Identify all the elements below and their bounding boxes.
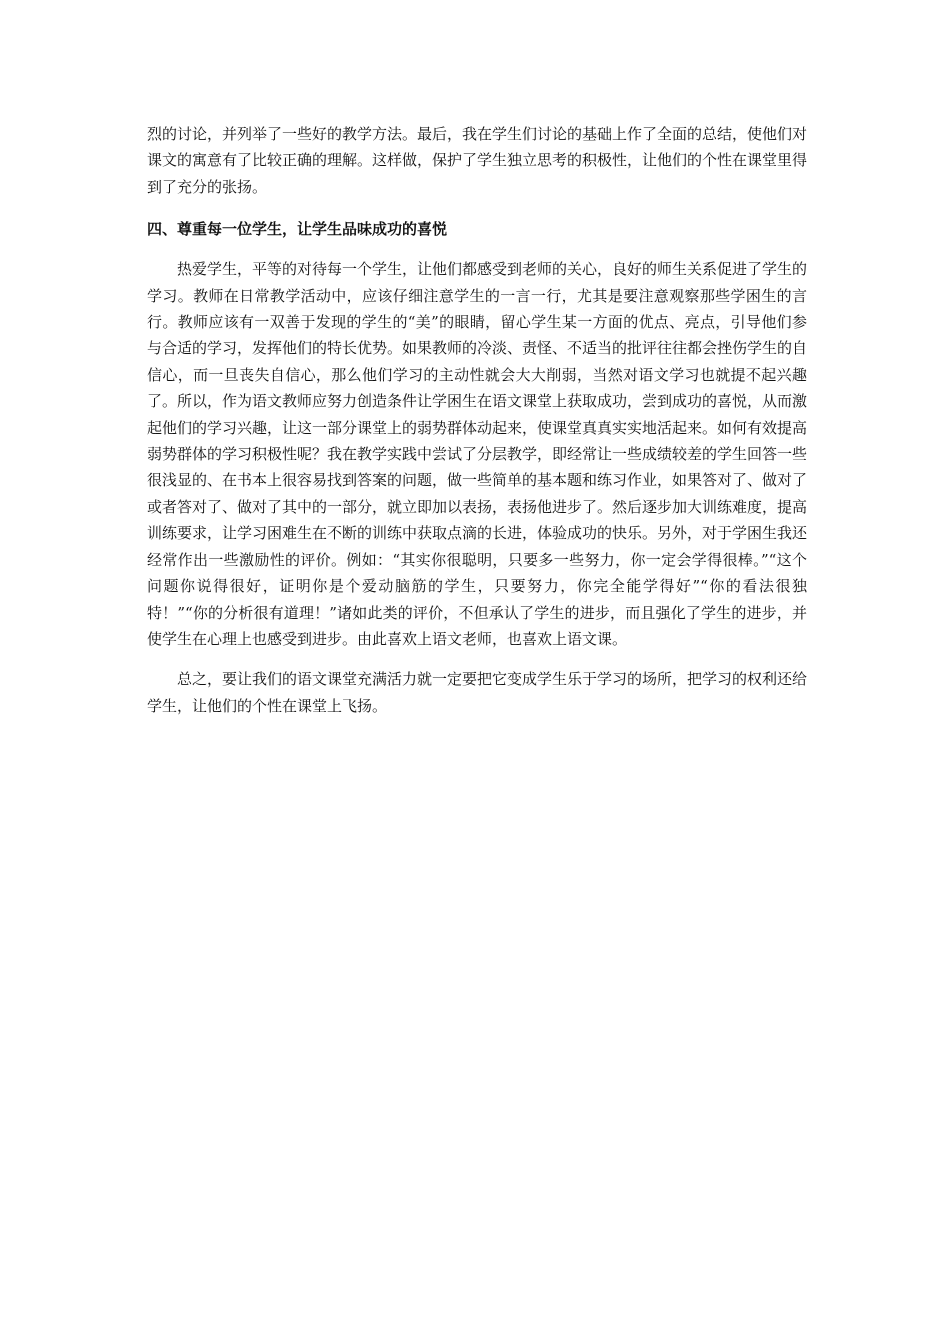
conclusion-paragraph: 总之，要让我们的语文课堂充满活力就一定要把它变成学生乐于学习的场所，把学习的权利还给学生，让他们的个性在课堂上飞扬。: [147, 670, 808, 715]
section-heading: 四、尊重每一位学生，让学生品味成功的喜悦: [147, 220, 448, 239]
body-paragraph: 热爱学生，平等的对待每一个学生，让他们都感受到老师的关心，良好的师生关系促进了学生的学习。教师在日常教学活动中，应该仔细注意学生的一言一行，尤其是要注意观察那些学困生的言行。教师应该有一双善于发现的学生的“美”的眼睛，留心学生某一方面的优点、亮点，引导他们参与合适的学习，发挥他们的特长优势。如果教师的冷淡、责怪、不适当的批评往往都会挫伤学生的自信心，而一旦丧失自信心，那么他们学习的主动性就会大大削弱，当然对语文学习也就提不起兴趣了。所以，作为语文教师应努力创造条件让学困生在语文课堂上获取成功，尝到成功的喜悦，从而激起他们的学习兴趣，让这一部分课堂上的弱势群体动起来，使课堂真真实实地活起来。如何有效提高弱势群体的学习积极性呢？我在教学实践中尝试了分层教学，即经常让一些成绩较差的学生回答一些很浅显的、在书本上很容易找到答案的问题，做一些简单的基本题和练习作业，如果答对了、做对了或者答对了、做对了其中的一部分，就立即加以表扬，表扬他进步了。然后逐步加大训练难度，提高训练要求，让学习困难生在不断的训练中获取点滴的长进，体验成功的快乐。另外，对于学困生我还经常作出一些激励性的评价。例如：“其实你很聪明，只要多一些努力，你一定会学得很棒。”“这个问题你说得很好，证明你是个爱动脑筋的学生，只要努力，你完全能学得好”“你的看法很独特！”“你的分析很有道理！”诸如此类的评价，不但承认了学生的进步，而且强化了学生的进步，并使学生在心理上也感受到进步。由此喜欢上语文老师，也喜欢上语文课。: [147, 260, 808, 648]
document-page: [147, 121, 807, 719]
continuation-paragraph: 烈的讨论，并列举了一些好的教学方法。最后，我在学生们讨论的基础上作了全面的总结，使他们对课文的寓意有了比较正确的理解。这样做，保护了学生独立思考的积极性，让他们的个性在课堂里得到了充分的张扬。: [147, 125, 808, 196]
